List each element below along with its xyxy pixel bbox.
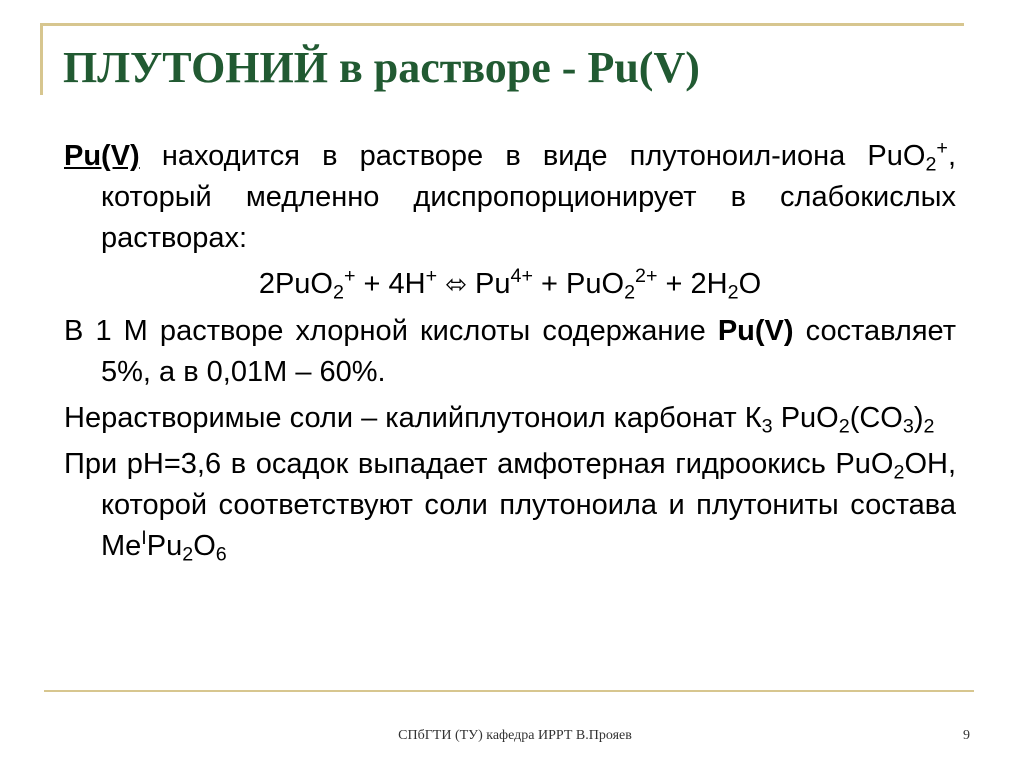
superscript: + bbox=[425, 265, 438, 288]
text: Pu bbox=[466, 268, 511, 300]
text: , который медленно диспропорционирует в слабокислых растворах: bbox=[101, 140, 956, 254]
equilibrium-arrow-icon: ⬄ bbox=[445, 270, 467, 300]
text: (CO bbox=[849, 402, 903, 434]
paragraph-amphoteric-hydroxide bbox=[64, 444, 956, 567]
subscript: 6 bbox=[215, 543, 227, 566]
subscript: 3 bbox=[902, 415, 914, 438]
superscript: + bbox=[936, 137, 948, 160]
text: ) bbox=[913, 402, 924, 434]
text: O bbox=[738, 268, 762, 300]
page-number: 9 bbox=[963, 728, 970, 743]
superscript: 2+ bbox=[635, 265, 658, 288]
subscript: 2 bbox=[893, 461, 905, 484]
superscript: 4+ bbox=[510, 265, 533, 288]
text: + PuO bbox=[532, 268, 625, 300]
text: 2PuO bbox=[258, 268, 333, 300]
pu-v-term: Pu(V) bbox=[64, 140, 140, 172]
text: O bbox=[193, 530, 216, 562]
subscript: 2 bbox=[727, 281, 739, 304]
superscript: I bbox=[141, 527, 147, 550]
text: Pu bbox=[146, 530, 183, 562]
slide-body bbox=[64, 136, 956, 567]
paragraph-insoluble-salts bbox=[64, 398, 956, 439]
subscript: 3 bbox=[761, 415, 773, 438]
text: составляет 5%, а в 0,01М – 60%. bbox=[101, 315, 956, 388]
slide-title: ПЛУТОНИЙ в растворе - Pu(V) bbox=[63, 43, 700, 92]
footer-author: СПбГТИ (ТУ) кафедра ИРРТ В.Прояев bbox=[398, 728, 632, 743]
text: OH, которой соответствуют соли плутоноила и плутониты состава Me bbox=[101, 448, 956, 562]
paragraph-puo2-ion bbox=[64, 136, 956, 259]
subscript: 2 bbox=[624, 281, 636, 304]
subscript: 2 bbox=[182, 543, 194, 566]
subscript: 2 bbox=[925, 153, 937, 176]
title-frame-top-line bbox=[40, 23, 964, 26]
text: Нерастворимые соли – калийплутоноил карбонат К bbox=[64, 402, 762, 434]
subscript: 2 bbox=[923, 415, 935, 438]
text: находится в растворе в виде плутоноил-иона PuO bbox=[139, 140, 926, 172]
text: При pH=3,6 в осадок выпадает амфотерная гидроокись PuO bbox=[64, 448, 894, 480]
text: + 4H bbox=[355, 268, 426, 300]
disproportionation-equation bbox=[64, 264, 956, 306]
subscript: 2 bbox=[333, 281, 344, 304]
subscript: 2 bbox=[838, 415, 850, 438]
superscript: + bbox=[343, 265, 356, 288]
text: В 1 М растворе хлорной кислоты содержание bbox=[64, 315, 718, 347]
pu-v-term: Pu(V) bbox=[717, 315, 794, 347]
text: PuO bbox=[772, 402, 839, 434]
text: + 2H bbox=[657, 268, 728, 300]
footer-divider bbox=[44, 690, 974, 692]
title-frame-left-line bbox=[40, 23, 43, 95]
paragraph-perchloric-acid bbox=[64, 311, 956, 393]
